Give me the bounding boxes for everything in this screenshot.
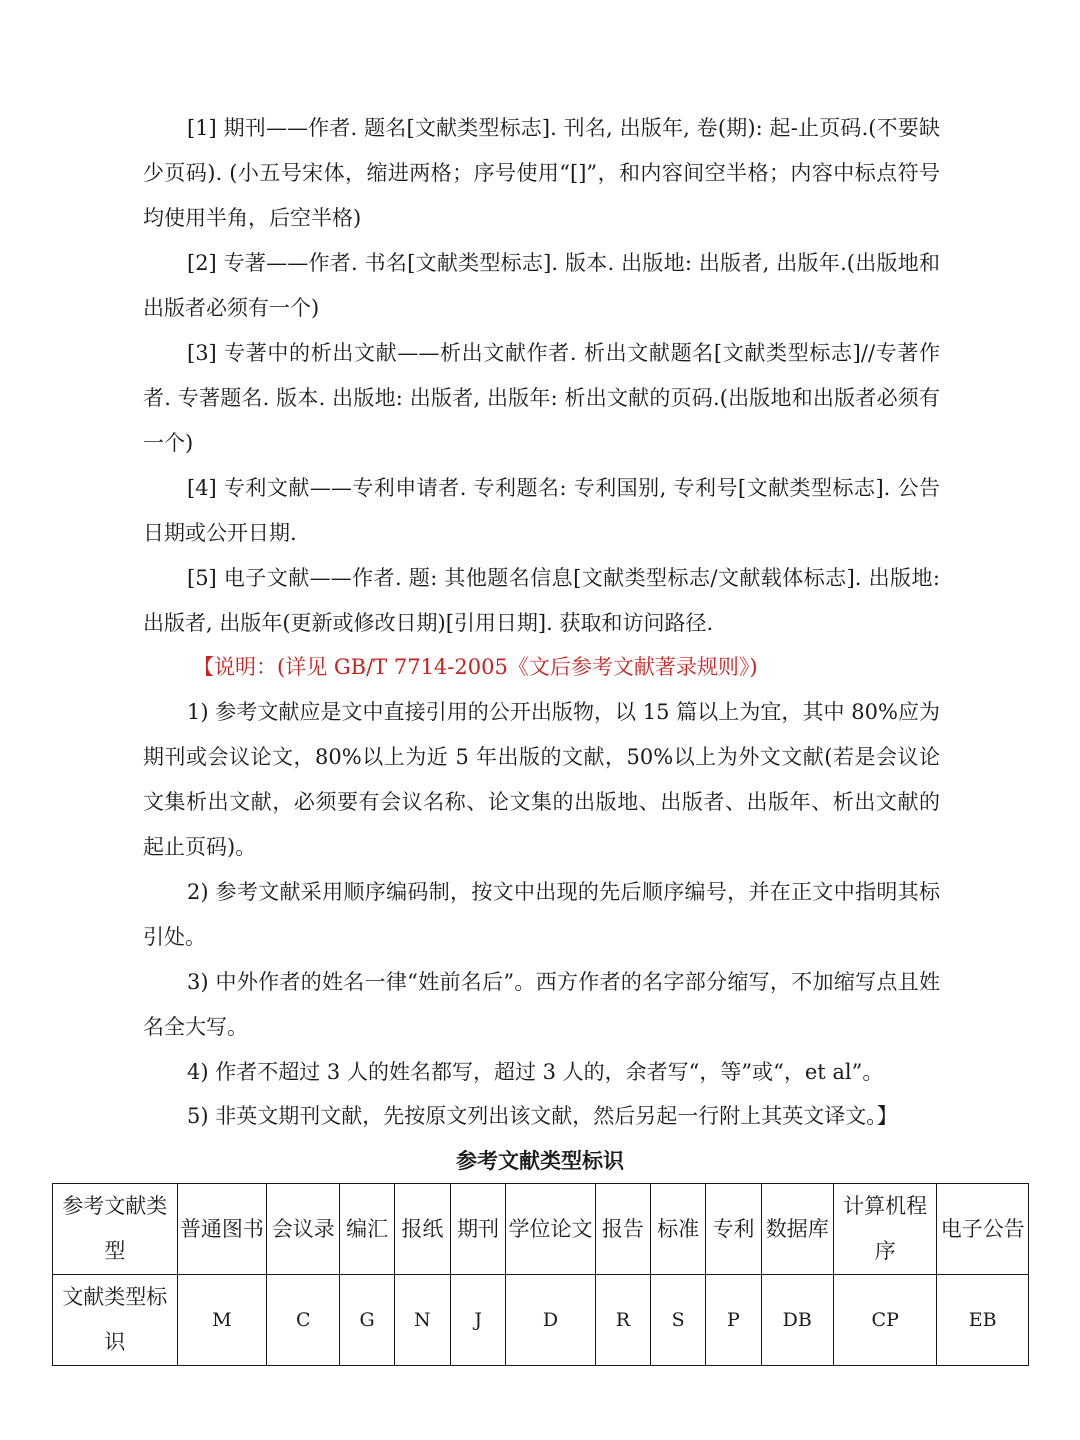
type-code-cell: D xyxy=(506,1275,595,1366)
table-row xyxy=(53,1275,1029,1366)
header-cell: 计算机程序 xyxy=(833,1184,937,1275)
type-code-cell: EB xyxy=(937,1275,1029,1366)
type-code-cell: M xyxy=(177,1275,266,1366)
reference-format-5: [5] 电子文献——作者. 题: 其他题名信息[文献类型标志/文献载体标志]. 出版地: 出版者, 出版年(更新或修改日期)[引用日期]. 获取和访问路径. xyxy=(143,566,940,635)
type-code-cell: C xyxy=(267,1275,340,1366)
table-header-row xyxy=(53,1184,1029,1275)
header-cell: 电子公告 xyxy=(937,1184,1029,1275)
type-code-cell: N xyxy=(394,1275,450,1366)
reference-format-1: [1] 期刊——作者. 题名[文献类型标志]. 刊名, 出版年, 卷(期): 起-止页码.(不要缺少页码). (小五号宋体，缩进两格；序号使用“[]”，和内容间空半格；内容中标点符号均使用半角，后空半格) xyxy=(143,116,940,230)
type-code-cell: CP xyxy=(833,1275,937,1366)
type-code-cell: G xyxy=(340,1275,394,1366)
note-rule-5: 5) 非英文期刊文献，先按原文列出该文献，然后另起一行附上其英文译文。】 xyxy=(187,1104,898,1128)
header-cell: 编汇 xyxy=(340,1184,394,1275)
table-caption: 参考文献类型标识 xyxy=(456,1149,624,1173)
note-rule-3: 3) 中外作者的姓名一律“姓前名后”。西方作者的名字部分缩写，不加缩写点且姓名全大写。 xyxy=(143,970,940,1039)
type-code-cell: S xyxy=(651,1275,706,1366)
row-label-cell: 文献类型标识 xyxy=(53,1275,178,1366)
header-cell: 普通图书 xyxy=(177,1184,266,1275)
type-code-cell: R xyxy=(595,1275,650,1366)
header-cell: 学位论文 xyxy=(506,1184,595,1275)
note-rule-1: 1) 参考文献应是文中直接引用的公开出版物，以 15 篇以上为宜，其中 80%应为期刊或会议论文，80%以上为近 5 年出版的文献，50%以上为外文文献(若是会议论文集析出文献，必须要有会议名称、论文集的出版地、出版者、出版年、析出文献的起止页码)。 xyxy=(143,700,940,859)
header-cell: 数据库 xyxy=(761,1184,833,1275)
reference-format-2: [2] 专著——作者. 书名[文献类型标志]. 版本. 出版地: 出版者, 出版年.(出版地和出版者必须有一个) xyxy=(143,251,940,320)
note-rule-2: 2) 参考文献采用顺序编码制，按文中出现的先后顺序编号，并在正文中指明其标引处。 xyxy=(143,880,940,949)
type-code-cell: P xyxy=(706,1275,761,1366)
note-rule-4: 4) 作者不超过 3 人的姓名都写，超过 3 人的，余者写“，等”或“，et al”。 xyxy=(187,1060,884,1084)
document-type-table xyxy=(52,1183,1029,1366)
reference-format-4: [4] 专利文献——专利申请者. 专利题名: 专利国别, 专利号[文献类型标志]. 公告日期或公开日期. xyxy=(143,476,940,545)
header-cell: 期刊 xyxy=(451,1184,506,1275)
type-code-cell: DB xyxy=(761,1275,833,1366)
reference-format-3: [3] 专著中的析出文献——析出文献作者. 析出文献题名[文献类型标志]//专著作者. 专著题名. 版本. 出版地: 出版者, 出版年: 析出文献的页码.(出版地和出版者必须有一个) xyxy=(143,341,940,455)
header-cell: 专利 xyxy=(706,1184,761,1275)
note-title: 【说明：(详见 GB/T 7714-2005《文后参考文献著录规则》) xyxy=(193,655,758,679)
header-cell: 参考文献类型 xyxy=(53,1184,178,1275)
type-code-cell: J xyxy=(451,1275,506,1366)
header-cell: 报告 xyxy=(595,1184,650,1275)
header-cell: 会议录 xyxy=(267,1184,340,1275)
header-cell: 标准 xyxy=(651,1184,706,1275)
header-cell: 报纸 xyxy=(394,1184,450,1275)
